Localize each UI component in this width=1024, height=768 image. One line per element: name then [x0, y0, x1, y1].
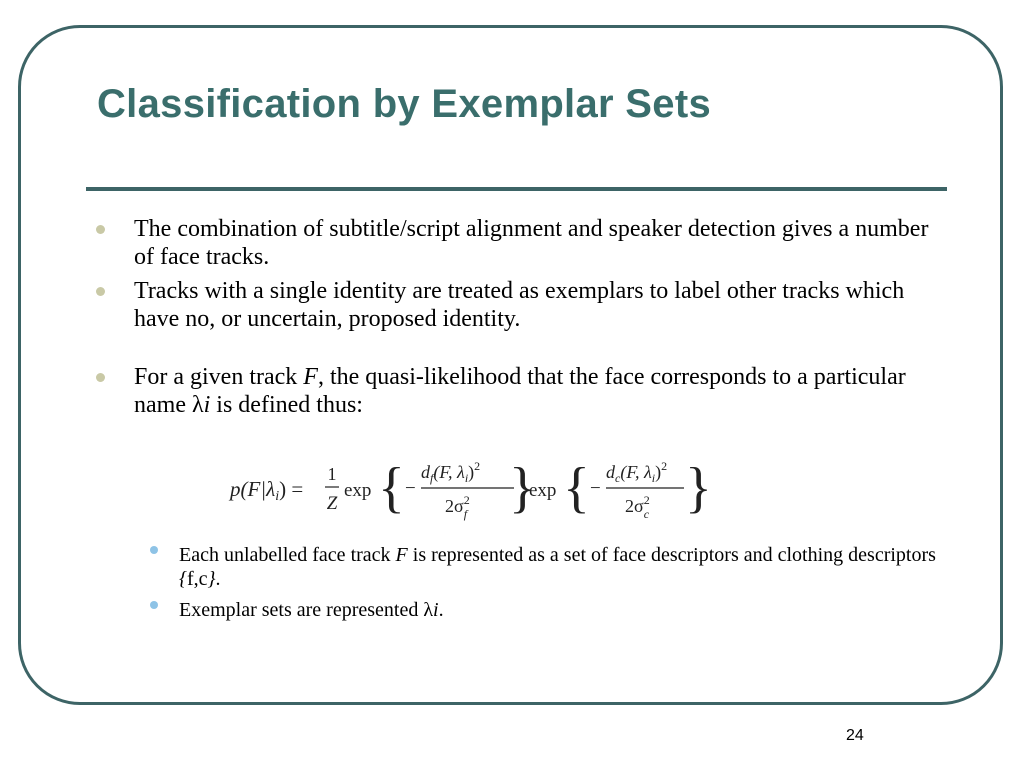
formula-t2-den-sup: 2 — [643, 493, 650, 507]
formula-t1-sup: 2 — [474, 459, 481, 473]
track-variable: F — [303, 364, 318, 390]
likelihood-formula — [228, 450, 712, 530]
sub-bullet-text-before: Each unlabelled face track — [179, 544, 396, 566]
svg-text:dc(F, λi)2 — [606, 459, 667, 485]
bullet-list — [96, 215, 946, 425]
svg-text:df(F, λi)2 — [421, 459, 480, 485]
bullet-item — [96, 363, 946, 419]
formula-t2-d: d — [606, 462, 615, 482]
formula-minus-2: − — [590, 478, 601, 499]
formula-lhs-sub: i — [275, 489, 280, 504]
sub-bullet-end: . — [215, 568, 221, 590]
formula-left-brace-1: { — [378, 457, 405, 519]
descriptor-set: f,c — [187, 568, 208, 590]
set-open-brace: { — [179, 568, 187, 590]
formula-right-brace-2: } — [685, 457, 712, 519]
formula-t1-close: ) — [468, 462, 475, 482]
formula-t1-d-sub: f — [430, 471, 434, 485]
formula-minus-1: − — [405, 478, 416, 499]
page-number: 24 — [846, 727, 864, 744]
svg-text:2σ2c — [625, 493, 650, 521]
bullet-dot-icon — [96, 287, 105, 296]
formula-t1-args-sub: i — [464, 471, 469, 485]
formula-left-brace-2: { — [563, 457, 590, 519]
sub-bullet-text-before: Exemplar sets are represented — [179, 599, 424, 621]
bullet-text-before: For a given track — [134, 364, 304, 390]
formula-t2-den-sub: c — [643, 507, 650, 521]
formula-t2-den: 2σ — [625, 496, 644, 516]
index-variable: i — [433, 599, 439, 621]
track-variable: F — [395, 544, 408, 566]
formula-exp-2: exp — [529, 480, 557, 501]
formula-frac-den: Z — [326, 493, 338, 514]
bullet-text: Tracks with a single identity are treated as exemplars to label other tracks which have no, or uncertain, proposed identity. — [134, 278, 905, 332]
lambda-symbol: λ — [423, 599, 434, 621]
bullet-text: The combination of subtitle/script alignment and speaker detection gives a number of face tracks. — [134, 216, 929, 270]
slide-title: Classification by Exemplar Sets — [97, 82, 711, 126]
set-close-brace: } — [207, 568, 216, 590]
formula-t1-den-sub: f — [463, 507, 468, 521]
formula-t2-args: (F, λ — [620, 462, 652, 482]
title-underline — [86, 187, 947, 191]
formula-t1-den-sup: 2 — [463, 493, 470, 507]
bullet-item — [96, 277, 946, 333]
sub-bullet-list — [148, 543, 938, 629]
sub-bullet-end: . — [438, 599, 444, 621]
formula-t2-sup: 2 — [661, 459, 668, 473]
formula-t2-close: ) — [655, 462, 662, 482]
index-variable: i — [203, 392, 211, 418]
formula-right-brace-1: } — [509, 457, 536, 519]
svg-text:2σ2f — [445, 493, 470, 521]
bullet-dot-icon — [96, 373, 105, 382]
sub-bullet-dot-icon — [150, 546, 158, 554]
sub-bullet-dot-icon — [150, 601, 158, 609]
formula-t1-args: (F, λ — [433, 462, 465, 482]
sub-bullet-item — [148, 543, 938, 591]
bullet-text-middle: , the quasi-likelihood that the face corresponds to a particular name — [134, 364, 906, 418]
formula-t2-d-sub: c — [615, 471, 621, 485]
sub-bullet-item — [148, 598, 938, 622]
formula-t1-den: 2σ — [445, 496, 464, 516]
sub-bullet-text-after: is represented as a set of face descriptors and clothing descriptors — [407, 544, 936, 566]
bullet-dot-icon — [96, 225, 105, 234]
formula-lhs-close: ) = — [279, 477, 304, 501]
formula-t1-d: d — [421, 462, 430, 482]
bullet-text-after: is defined thus: — [210, 392, 363, 418]
formula-t2-args-sub: i — [651, 471, 656, 485]
formula-frac-num: 1 — [327, 464, 337, 484]
formula-lhs: p(F|λ — [230, 477, 276, 501]
formula-exp-1: exp — [344, 480, 372, 501]
svg-text:p(F|λi) = — [228, 477, 303, 504]
bullet-item — [96, 215, 946, 271]
lambda-symbol: λ — [191, 392, 204, 418]
